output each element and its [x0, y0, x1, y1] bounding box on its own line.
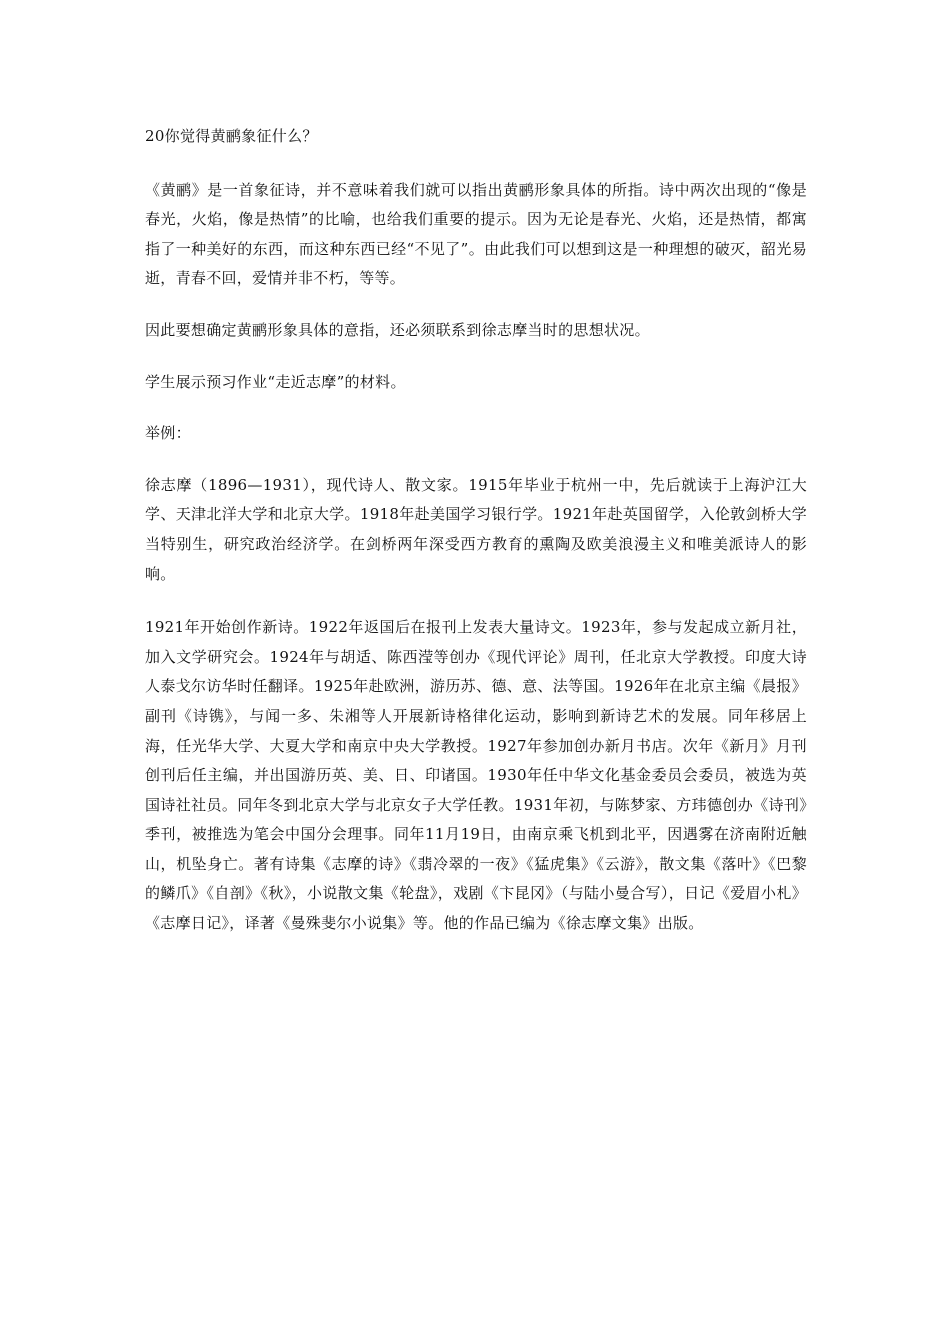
example-label: 举例： [145, 424, 191, 443]
question-heading: 20你觉得黄鹂象征什么？ [145, 127, 318, 145]
activity-paragraph: 学生展示预习作业“走近志摩”的材料。 [145, 372, 406, 391]
document-page [145, 122, 807, 939]
biography-paragraph: 徐志摩（1896—1931），现代诗人、散文家。1915年毕业于杭州一中，先后就读于上海沪江大学、天津北洋大学和北京大学。1918年赴美国学习银行学。1921年赴英国留学，入伦敦剑桥大学当特别生，研究政治经济学。在剑桥两年深受西方教育的熏陶及欧美浪漫主义和唯美派诗人的影响。 [145, 475, 807, 583]
context-paragraph: 因此要想确定黄鹂形象具体的意指，还必须联系到徐志摩当时的思想状况。 [145, 320, 650, 339]
career-paragraph: 1921年开始创作新诗。1922年返国后在报刊上发表大量诗文。1923年，参与发起成立新月社，加入文学研究会。1924年与胡适、陈西滢等创办《现代评论》周刊，任北京大学教授。印度大诗人泰戈尔访华时任翻译。1925年赴欧洲，游历苏、德、意、法等国。1926年在北京主编《晨报》副刊《诗镌》，与闻一多、朱湘等人开展新诗格律化运动，影响到新诗艺术的发展。同年移居上海，任光华大学、大夏大学和南京中央大学教授。1927年参加创办新月书店。次年《新月》月刊创刊后任主编，并出国游历英、美、日、印诸国。1930年任中华文化基金委员会委员，被选为英国诗社社员。同年冬到北京大学与北京女子大学任教。1931年初，与陈梦家、方玮德创办《诗刊》季刊，被推选为笔会中国分会理事。同年11月19日，由南京乘飞机到北平，因遇雾在济南附近触山，机坠身亡。著有诗集《志摩的诗》《翡冷翠的一夜》《猛虎集》《云游》，散文集《落叶》《巴黎的鳞爪》《自剖》《秋》，小说散文集《轮盘》，戏剧《卞昆冈》（与陆小曼合写），日记《爱眉小札》《志摩日记》，译著《曼殊斐尔小说集》等。他的作品已编为《徐志摩文集》出版。 [145, 618, 807, 933]
answer-paragraph: 《黄鹂》是一首象征诗，并不意味着我们就可以指出黄鹂形象具体的所指。诗中两次出现的“像是春光，火焰，像是热情”的比喻，也给我们重要的提示。因为无论是春光、火焰，还是热情，都寓指了一种美好的东西，而这种东西已经“不见了”。由此我们可以想到这是一种理想的破灭，韶光易逝，青春不回，爱情并非不朽，等等。 [145, 180, 807, 288]
